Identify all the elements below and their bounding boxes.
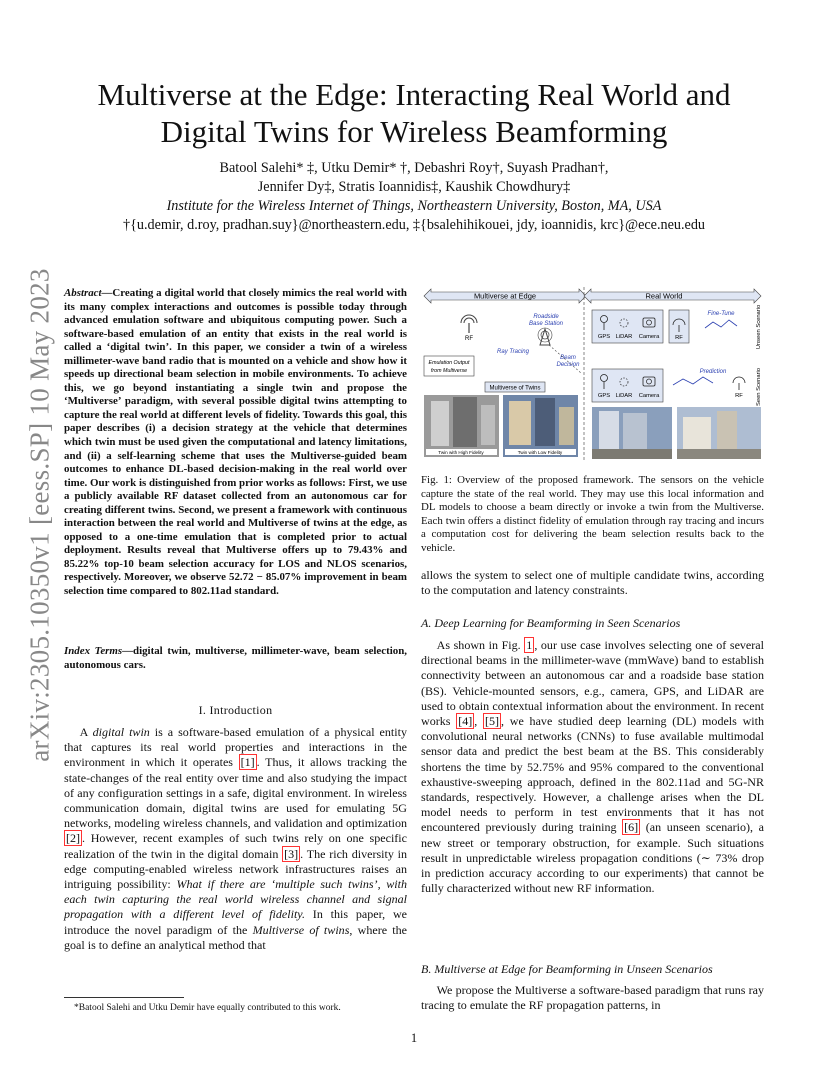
paper-title [60, 76, 768, 150]
subsection-a-paragraph: As shown in Fig. 1 , our use case involves selecting one of several directional beams in the millimeter-wave (mmWave) band to establish connectivity between an autonomous car and a roadside base station (BS). Vehicle-mounted sensors, e.g., camera, GPS, and LiDAR are used to obtain contextual information about the environment. In recent works [4] , [5] , we have studied deep learning (DL) models with convolutional neural networks (CNNs) to fuse available multimodal sensor data and predict the best beam at the BS. This considerably shortens the time by 52.75% and 95% compared to the conventional exhaustive-sweeping approach, defined in the 802.11ad and 5G-NR standards, respectively. However, a challenge arises when the DL model needs to perform in test environments that it has not encountered previously during training [6] (an unseen scenario), a new street or temporary obstruction, for example. Such situations result in unpredictable wireless propagation conditions (∼ 73% drop in prediction accuracy according to our experiments) that cannot be fully characterized without new RF information. [421, 638, 764, 896]
prediction-net-icon [673, 377, 713, 385]
affiliation: Institute for the Wireless Internet of Things, Northeastern University, Boston, MA, USA [166, 198, 662, 214]
beam-decision-label-1: Beam [560, 355, 576, 361]
arxiv-identifier [22, 270, 58, 760]
authors-line-1: Batool Salehi* ‡, Utku Demir* †, Debashri Roy†, Suyash Pradhan†, [219, 160, 609, 176]
title-line-1: Multiverse at the Edge: Interacting Real World and [97, 77, 731, 112]
roadside-bs-label-2: Base Station [528, 321, 564, 327]
index-terms-label: Index Terms [64, 645, 123, 657]
subsection-heading-a: A. Deep Learning for Beamforming in Seen Scenarios [421, 616, 681, 630]
realworld-label: Real World [645, 291, 683, 301]
title-line-2: Digital Twins for Wireless Beamforming [160, 114, 668, 149]
abstract-text: —Creating a digital world that closely mimics the real world with its many complex interactions and outcomes is possible today through advanced emulation software and ubiquitous computing power. Such a software-based emulation of an entity that exists in the real world is called a ‘digital twin’. In this paper, we consider a twin of a wireless millimeter-wave band radio that is mounted on a vehicle and show how it speeds up directional beam selection in mobile environments. To achieve this, we go beyond instantiating a single twin and propose the ‘Multiverse’ paradigm, with several possible digital twins attempting to capture the real world at different levels of fidelity. Towards this goal, this paper describes (i) a decision strategy at the vehicle that determines which twin must be used given the computational and latency limitations, and (ii) a self-learning scheme that uses the Multiverse-guided beam outcomes to enhance DL-based decision-making in the real world over time. Our work is distinguished from prior works as follows: First, we use a publicly available RF dataset collected from an autonomous car for creating different twins. Second, we present a framework with continuous interaction between the real world and Multiverse of twins at the edge, as opposed to a one-time emulation that is completed prior to actual deployment. Results reveal that Multiverse offers up to 79.43% and 85.22% top-10 beam selection accuracy for LOS and NLOS scenarios, respectively. Moreover, we observe 52.72 − 85.07% improvement in beam selection time compared to 802.11ad standard. [64, 287, 407, 598]
footnote-rule [64, 997, 184, 998]
gps-label-seen: GPS [597, 393, 611, 399]
base-station-icon [538, 328, 552, 345]
rf-label-seen: RF [735, 393, 743, 399]
citation-link[interactable]: [2] [66, 831, 81, 846]
twin-high-label: Twin with High Fidelity [438, 450, 484, 455]
multiverse-label: Multiverse at Edge [473, 291, 537, 301]
fine-tune-label: Fine-Tune [707, 311, 735, 317]
twin-low-label: Twin with Low Fidelity [517, 450, 563, 455]
beam-decision-arrow [549, 345, 581, 373]
citation-link[interactable]: [4] [458, 714, 473, 729]
prediction-label: Prediction [699, 369, 727, 375]
footnote: *Batool Salehi and Utku Demir have equally contributed to this work. [74, 1003, 341, 1013]
citation-link[interactable]: [5] [484, 714, 500, 729]
index-terms-text: —digital twin, multiverse, millimeter-wave, beam selection, autonomous cars. [64, 645, 407, 671]
page-number: 1 [410, 1031, 418, 1045]
figure-reference-link[interactable]: 1 [526, 638, 533, 652]
fine-tune-net-icon [705, 320, 737, 328]
rf-antenna-icon [461, 315, 477, 333]
citation-link[interactable]: [6] [624, 820, 639, 835]
camera-label-seen: Camera [638, 393, 660, 399]
abstract [64, 287, 407, 599]
emulation-output-label-2: from Multiverse [430, 368, 468, 374]
figure-diagram [421, 283, 764, 463]
subsection-b-paragraph: We propose the Multiverse a software-based paradigm that runs ray tracing to emulate the RF propagation patterns, in [421, 983, 764, 1013]
index-terms [64, 645, 407, 672]
rf-icon-seen [733, 377, 745, 390]
camera-label: Camera [638, 334, 660, 340]
arxiv-identifier-text: arXiv:2305.10350v1 [eess.SP] 10 May 2023 [24, 268, 55, 762]
seen-scenario-label: Seen Scenario [756, 367, 762, 407]
ray-tracing-label: Ray Tracing [497, 349, 529, 355]
rf-label-unseen: RF [675, 335, 683, 341]
lidar-label-seen: LiDAR [615, 393, 633, 399]
figure-1-framework-overview [421, 283, 764, 463]
gps-label: GPS [597, 334, 611, 340]
right-paragraph-1: allows the system to select one of multiple candidate twins, according to the computation and latency constraints. [421, 568, 764, 598]
subsection-heading-b: B. Multiverse at Edge for Beamforming in Unseen Scenarios [421, 962, 713, 976]
citation-link[interactable]: [3] [284, 846, 299, 861]
rf-label: RF [465, 336, 473, 342]
lidar-label: LiDAR [615, 334, 633, 340]
figure-caption: Fig. 1: Overview of the proposed framework. The sensors on the vehicle capture the state of the real world. They may use this local information and DL models to choose a beam directly or invoke a twin from the Multiverse. Each twin offers a distinct fidelity of emulation through ray tracing and incurs a computation cost for delivering the beam selection results back to the vehicle. [421, 474, 764, 554]
multiverse-twins-label: Multiverse of Twins [489, 385, 541, 392]
citation-link[interactable]: [1] [240, 755, 255, 770]
intro-paragraph: A digital twin is a software-based emulation of a physical entity that captures its real world properties and interactions in the environment in which it operates [1] . Thus, it allows tracking the state-changes of the real entity over time and also studying the impact of any configuration settings in a safe, digital environment. In wireless communication domain, digital twins are used for emulating 5G networks, modeling wireless channels, and validation and optimization [2] . However, recent examples of such twins rely on one specific realization of the twin in the digital domain [3] . The rich diversity in edge computing-enabled wireless network infrastructures raises an intriguing possibility: What if there are ‘multiple such twins’, with each twin capturing the real world wireless channel and signal propagation with a different level of fidelity. In this paper, we introduce the novel paradigm of the Multiverse of twins, where the goal is to define an analytical method that [64, 725, 408, 952]
author-emails: †{u.demir, d.roy, pradhan.suy}@northeastern.edu, ‡{bsalehihikouei, jdy, ioannidis, krc}@ece.neu.edu [122, 217, 706, 233]
section-heading-introduction: I. Introduction [198, 703, 273, 717]
authors-line-2: Jennifer Dy‡, Stratis Ioannidis‡, Kaushik Chowdhury‡ [257, 179, 571, 195]
beam-decision-label-2: Decision [556, 362, 580, 368]
emulation-output-label-1: Emulation Output [428, 360, 470, 366]
roadside-bs-label-1: Roadside [533, 314, 559, 320]
unseen-scenario-label: Unseen Scenario [756, 304, 762, 350]
abstract-label: Abstract [64, 287, 102, 299]
